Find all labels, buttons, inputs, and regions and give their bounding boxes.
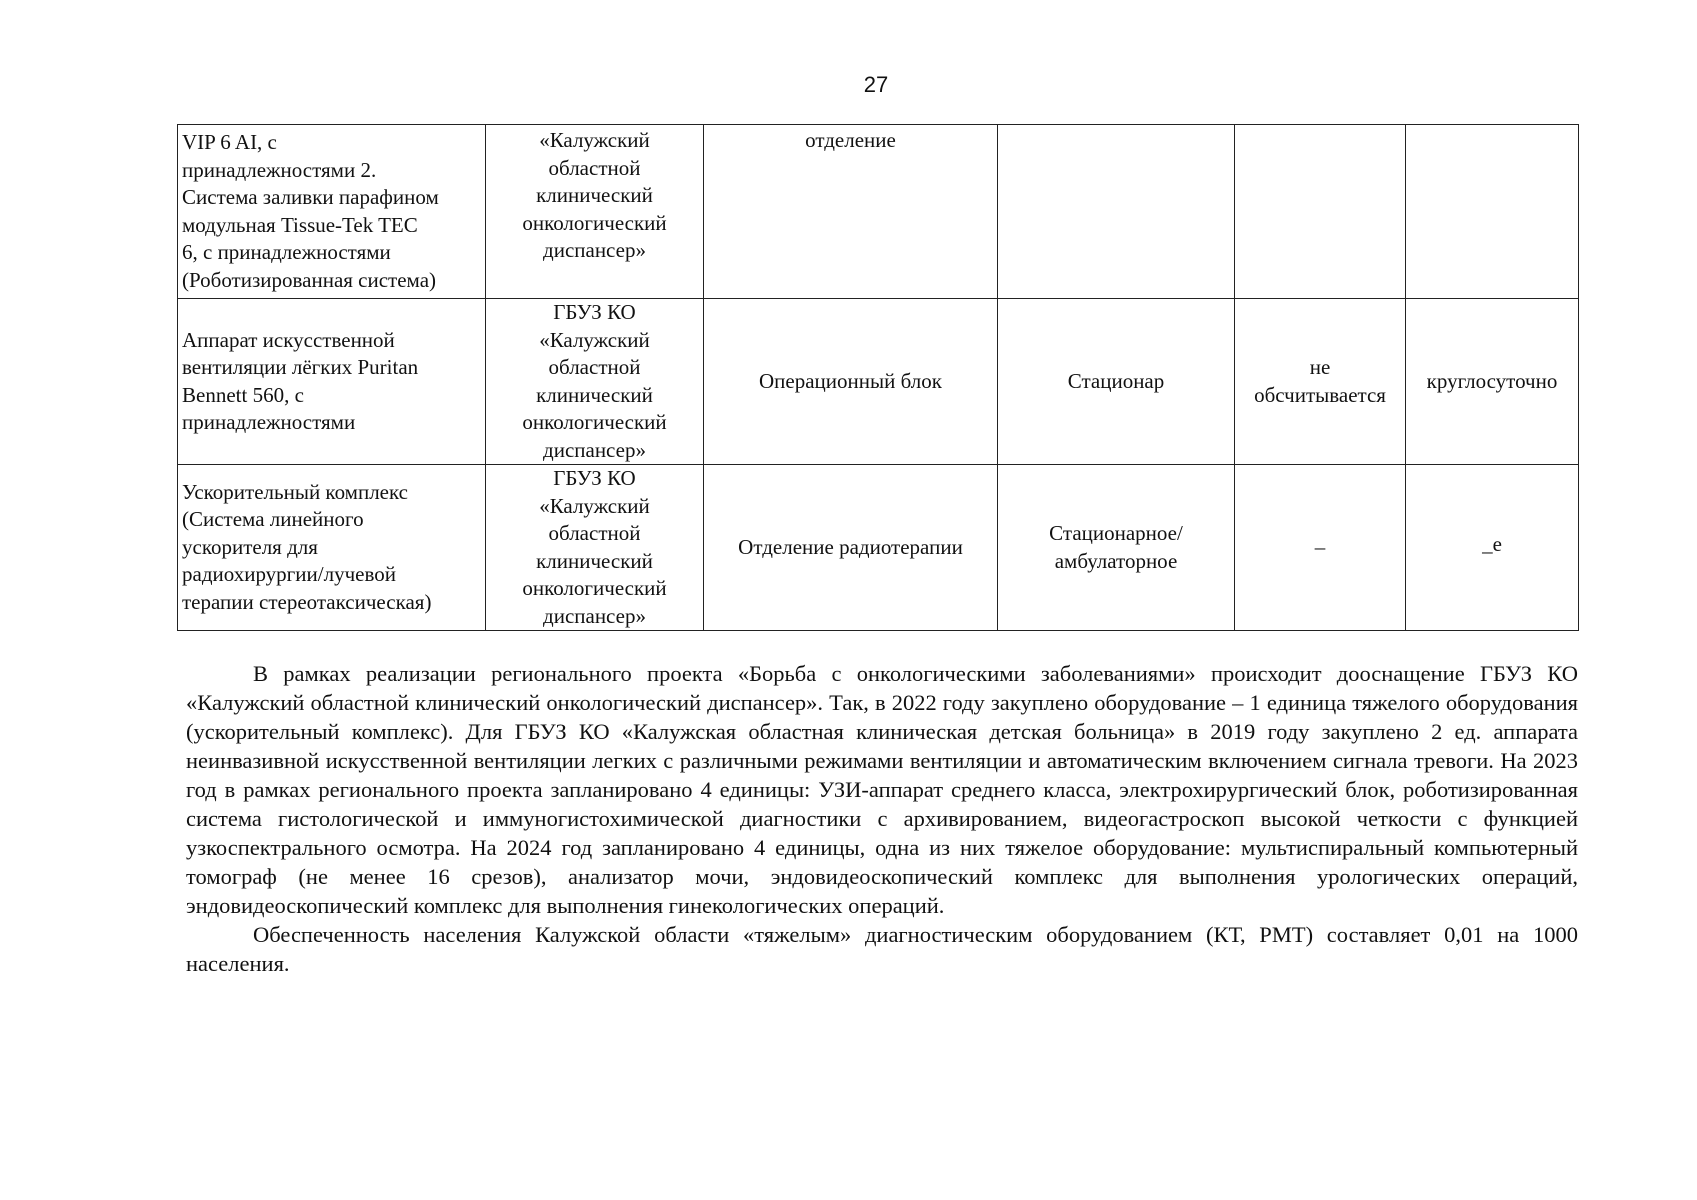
department-name: Операционный блок [759,368,942,393]
operation-mode-cell [1406,299,1579,465]
table-row [178,465,1579,631]
calculation-status: не обсчитывается [1254,355,1386,407]
body-paragraph: Обеспеченность населения Калужской области «тяжелым» диагностическим оборудованием (КТ, РМТ) составляет 0,01 на 1000 населения. [186,922,1578,976]
table-row [178,299,1579,465]
equipment-name: Аппарат искусственной вентиляции лёгких Puritan Bennett 560, с принадлежностями [182,327,419,434]
care-type: Стационар [1067,368,1165,393]
table-row [178,125,1579,299]
equipment-table [177,124,1579,631]
organization-cell [486,125,704,299]
calculation-cell [1235,299,1406,465]
department-cell [704,299,998,465]
page-number: 27 [863,72,889,97]
equipment-name-cell [178,299,486,465]
department-name: отделение [805,128,896,152]
operation-mode-cell [1406,465,1579,631]
equipment-name: VIP 6 AI, с принадлежностями 2. Система заливки парафином модульная Tissue-Tek TEC 6, с принадлежностями (Роботизированная система) [182,130,439,292]
department-name: Отделение радиотерапии [738,534,963,559]
care-type-cell [998,125,1235,299]
organization-name: ГБУЗ КО «Калужский областной клинический онкологический диспансер» [522,300,667,462]
organization-name: ГБУЗ КО «Калужский областной клинический онкологический диспансер» [522,466,667,628]
care-type: Стационарное/ амбулаторное [1049,521,1183,573]
equipment-name-cell [178,125,486,299]
organization-cell [486,465,704,631]
calculation-status: – [1314,534,1326,559]
care-type-cell [998,465,1235,631]
equipment-name-cell [178,465,486,631]
equipment-name: Ускорительный комплекс (Система линейного ускорителя для радиохирургии/лучевой терапии стереотаксическая) [182,479,432,614]
body-paragraph: В рамках реализации регионального проекта «Борьба с онкологическими заболеваниями» происходит дооснащение ГБУЗ КО «Калужский областной клинический онкологический диспансер». Так, в 2022 году закуплено оборудование – 1 единица тяжелого оборудования (ускорительный комплекс). Для ГБУЗ КО «Калужская областная клиническая детская больница» в 2019 году закуплено 2 ед. аппарата неинвазивной искусственной вентиляции легких с различными режимами вентиляции и автоматическим включением сигнала тревоги. На 2023 год в рамках регионального проекта запланировано 4 единицы: УЗИ-аппарат среднего класса, электрохирургический блок, роботизированная система гистологической и иммуногистохимической диагностики с архивированием, видеогастроскоп высокой четкости с функцией узкоспектрального осмотра. На 2024 год запланировано 4 единицы, одна из них тяжелое оборудование: мультиспиральный компьютерный томограф (не менее 16 срезов), анализатор мочи, эндовидеоскопический комплекс для выполнения урологических операций, эндовидеоскопический комплекс для выполнения гинекологических операций. [186,661,1578,918]
department-cell [704,125,998,299]
operation-mode-cell [1406,125,1579,299]
care-type-cell [998,299,1235,465]
organization-name: «Калужский областной клинический онкологический диспансер» [522,128,667,262]
organization-cell [486,299,704,465]
calculation-cell [1235,465,1406,631]
operation-mode: круглосуточно [1426,368,1558,393]
department-cell [704,465,998,631]
calculation-cell [1235,125,1406,299]
body-text [186,659,1578,978]
operation-mode: _е [1482,531,1502,556]
